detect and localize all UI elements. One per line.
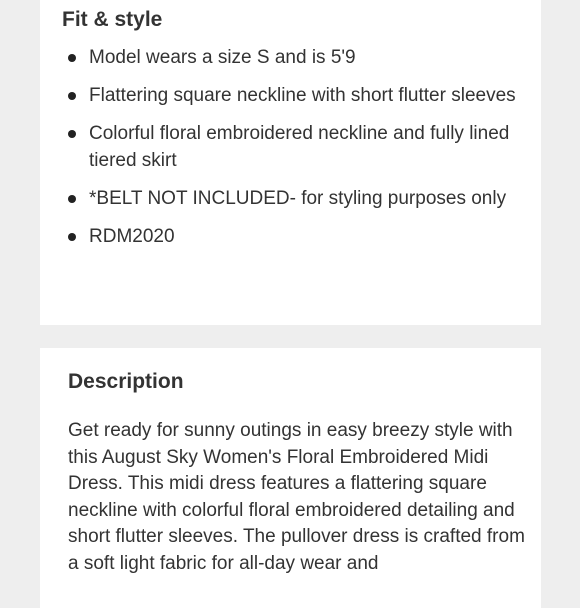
list-item-text: RDM2020: [89, 226, 175, 247]
bullet-dot-icon: [68, 233, 76, 241]
fit-style-card: [40, 0, 541, 325]
description-text: Get ready for sunny outings in easy breezy style with this August Sky Women's Floral Embroidered Midi Dress. This midi dress features a flattering square neckline with colorful floral embroidered detailing and short flutter sleeves. The pullover dress is crafted from a soft light fabric for all-day wear and: [68, 420, 525, 574]
list-item: [68, 120, 518, 174]
fit-style-list: [68, 44, 518, 261]
list-item: [68, 223, 518, 250]
list-item-text: *BELT NOT INCLUDED- for styling purposes only: [89, 188, 507, 209]
fit-style-heading: Fit & style: [62, 8, 163, 31]
list-item: [68, 185, 518, 212]
bullet-dot-icon: [68, 54, 76, 62]
description-card: [40, 348, 541, 608]
list-item-text: Colorful floral embroidered neckline and fully lined tiered skirt: [89, 123, 510, 171]
list-item-text: Flattering square neckline with short flutter sleeves: [89, 85, 516, 106]
list-item: [68, 82, 518, 109]
bullet-dot-icon: [68, 195, 76, 203]
bullet-dot-icon: [68, 130, 76, 138]
description-heading: Description: [68, 370, 184, 393]
list-item-text: Model wears a size S and is 5'9: [89, 47, 356, 68]
list-item: [68, 44, 518, 71]
bullet-dot-icon: [68, 92, 76, 100]
